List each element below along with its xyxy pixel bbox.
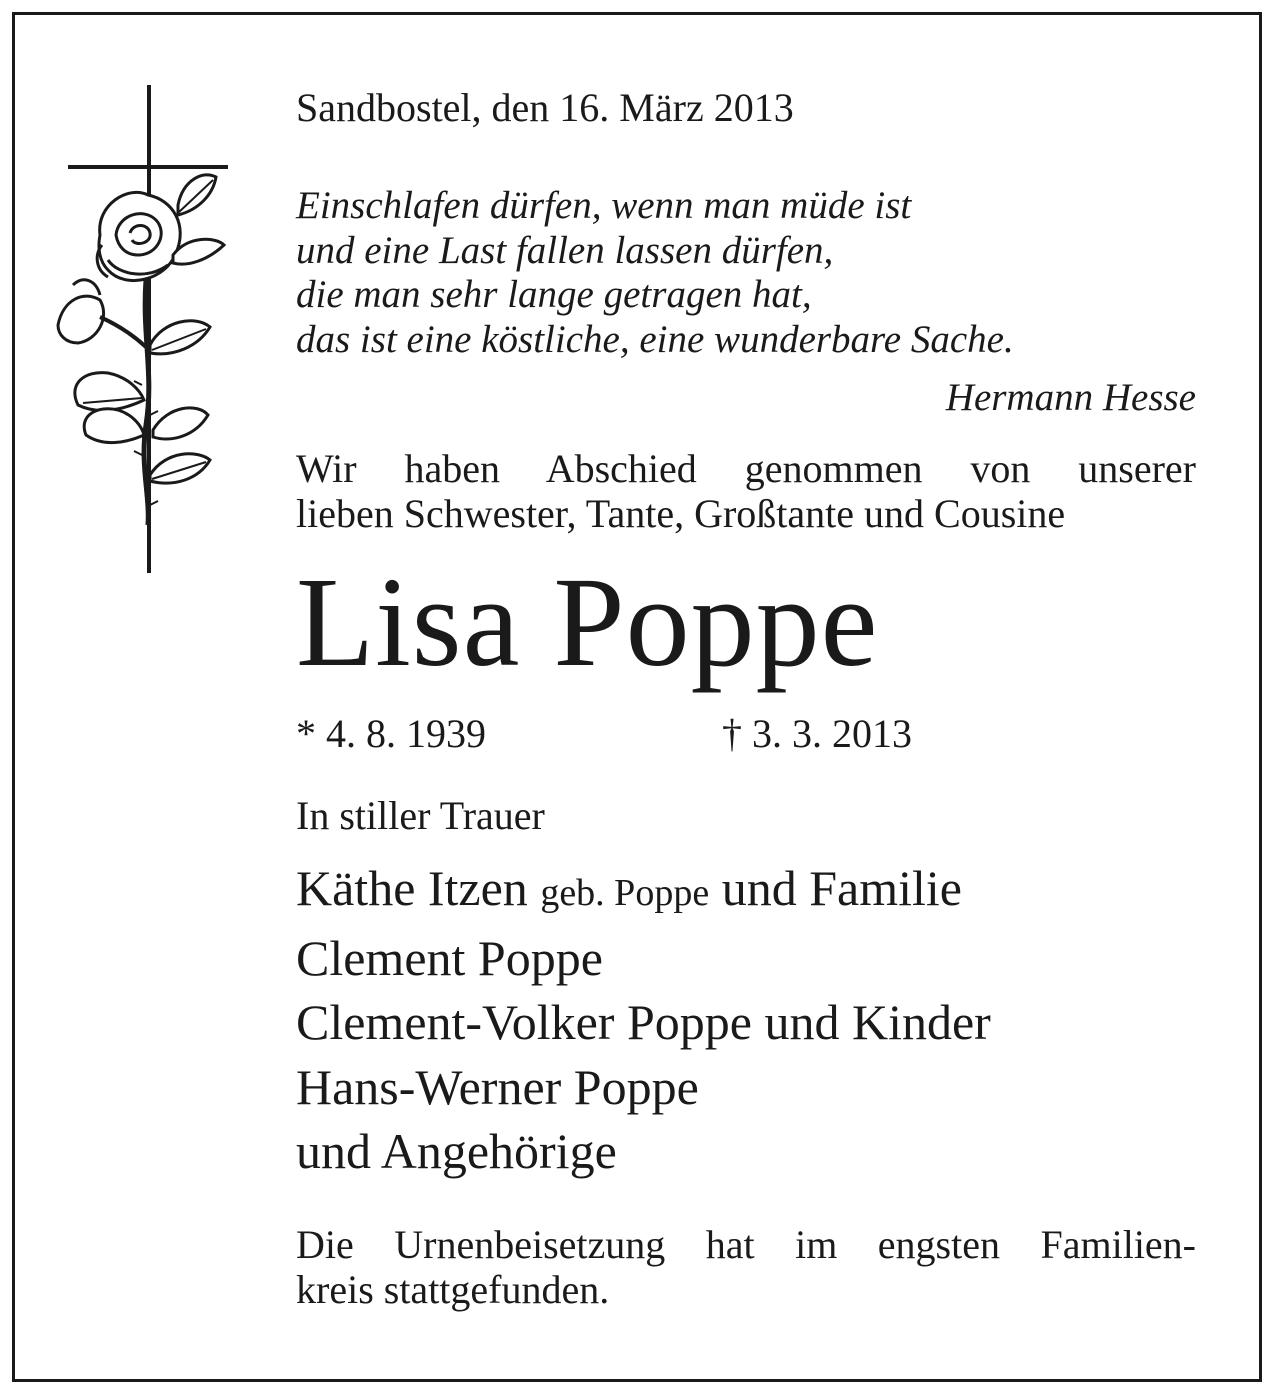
cross-with-rose-icon	[38, 85, 238, 575]
poem	[296, 184, 1196, 362]
birth-date: * 4. 8. 1939	[296, 711, 486, 756]
poem-author: Hermann Hesse	[945, 376, 1196, 419]
poem-line: Einschlafen dürfen, wenn man müde ist	[296, 184, 912, 227]
mourning-label: In stiller Trauer	[296, 793, 545, 838]
deceased-name: Lisa Poppe	[296, 551, 879, 693]
mourner-name: Käthe Itzen	[296, 860, 528, 916]
mourner-entry: Clement-Volker Poppe und Kinder	[296, 994, 991, 1050]
mourners-list	[296, 856, 1196, 1184]
mourner-entry: Hans-Werner Poppe	[296, 1058, 699, 1115]
life-dates	[296, 710, 1196, 758]
burial-note-line-2: kreis stattgefunden.	[296, 1266, 610, 1312]
mourner-entry	[296, 856, 1196, 926]
mourner-entry: Clement Poppe	[296, 929, 603, 986]
obituary-content	[296, 84, 1196, 1312]
place-and-date: Sandbostel, den 16. März 2013	[296, 85, 794, 130]
poem-line: und eine Last fallen lassen dürfen,	[296, 228, 834, 272]
poem-line: die man sehr lange getragen hat,	[296, 273, 812, 316]
farewell-text	[296, 446, 1196, 536]
mourner-entry: und Angehörige	[296, 1123, 617, 1179]
burial-note-line-1: Die Urnenbeisetzung hat im engsten Familien-	[296, 1221, 1196, 1267]
farewell-line-2: lieben Schwester, Tante, Großtante und Cousine	[296, 491, 1066, 536]
farewell-line-1: Wir haben Abschied genommen von unserer	[296, 446, 1196, 491]
burial-note	[296, 1222, 1196, 1312]
poem-line: das ist eine köstliche, eine wunderbare Sache.	[296, 317, 1014, 361]
mourner-birth-name: geb. Poppe	[540, 872, 710, 914]
death-date: † 3. 3. 2013	[722, 711, 912, 756]
mourner-suffix: und Familie	[721, 860, 962, 916]
rose-icon	[58, 175, 224, 525]
